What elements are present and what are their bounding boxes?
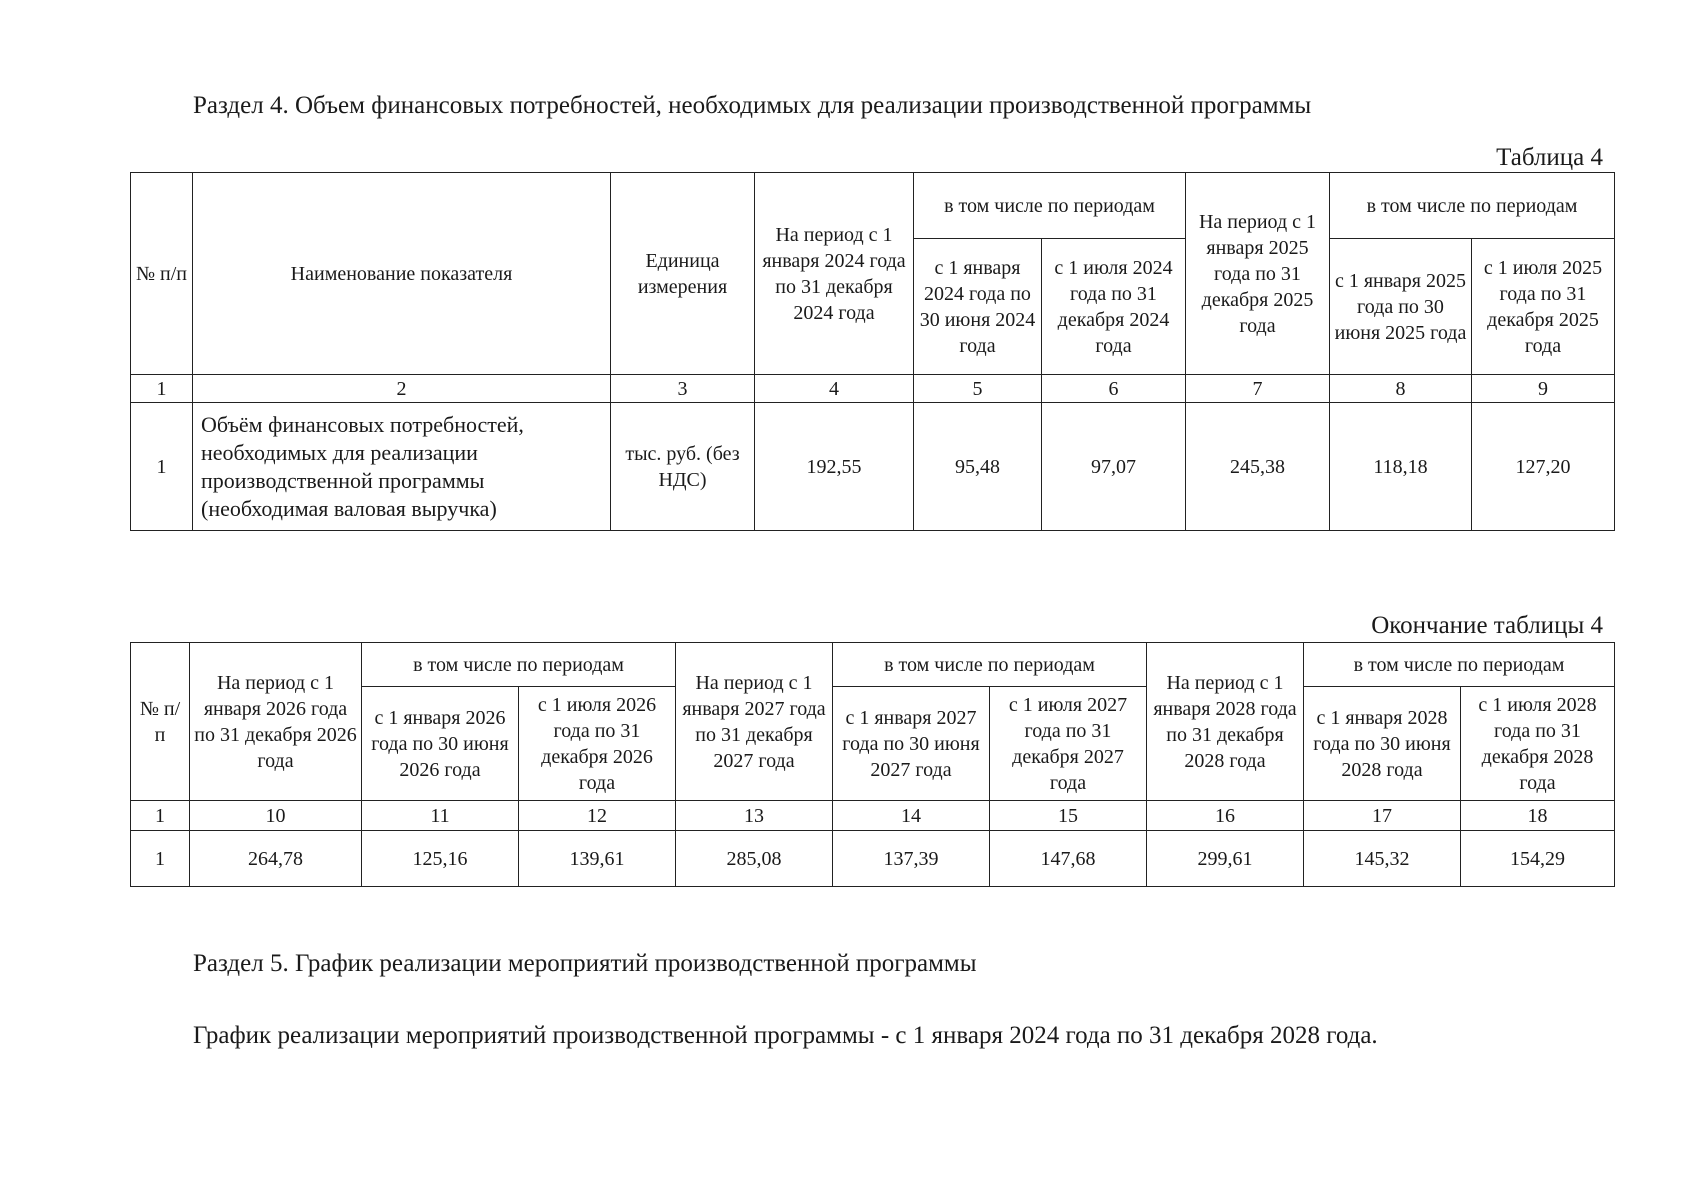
row-num: 1 [131,831,190,887]
col-header-2024-h2: с 1 июля 2024 года по 31 декабря 2024 года [1042,239,1186,375]
col-header-2026-h1: с 1 января 2026 года по 30 июня 2026 года [362,687,519,801]
col-header-group-2028: в том числе по периодам [1304,643,1615,687]
col-header-period-2025: На период с 1 января 2025 года по 31 декабря 2025 года [1186,173,1330,375]
value-cell: 125,16 [362,831,519,887]
col-number: 15 [990,801,1147,831]
col-header-2028-h1: с 1 января 2028 года по 30 июня 2028 года [1304,687,1461,801]
value-cell: 245,38 [1186,403,1330,531]
col-number: 17 [1304,801,1461,831]
row-num: 1 [131,403,193,531]
col-header-group-2024: в том числе по периодам [914,173,1186,239]
value-cell: 95,48 [914,403,1042,531]
section-4-heading: Раздел 4. Объем финансовых потребностей, необходимых для реализации производственной программы [193,92,1312,119]
value-cell: 264,78 [190,831,362,887]
col-number: 13 [676,801,833,831]
col-header-group-2025: в том числе по периодам [1330,173,1615,239]
col-header-num: № п/п [131,643,190,801]
col-header-2028-h2: с 1 июля 2028 года по 31 декабря 2028 года [1461,687,1615,801]
col-header-2026-h2: с 1 июля 2026 года по 31 декабря 2026 года [519,687,676,801]
col-number: 5 [914,375,1042,403]
value-cell: 154,29 [1461,831,1615,887]
col-header-period-2024: На период с 1 января 2024 года по 31 декабря 2024 года [755,173,914,375]
value-cell: 139,61 [519,831,676,887]
financial-needs-table-continued [130,642,1615,887]
col-number: 16 [1147,801,1304,831]
col-header-unit: Единица измерения [611,173,755,375]
table-4-end-caption: Окончание таблицы 4 [1371,612,1603,639]
value-cell: 299,61 [1147,831,1304,887]
row-unit: тыс. руб. (без НДС) [611,403,755,531]
section-5-text: График реализации мероприятий производственной программы - с 1 января 2024 года по 31 декабря 2028 года. [193,1022,1378,1049]
col-number: 14 [833,801,990,831]
value-cell: 285,08 [676,831,833,887]
col-header-period-2026: На период с 1 января 2026 года по 31 декабря 2026 года [190,643,362,801]
col-number: 1 [131,801,190,831]
value-cell: 97,07 [1042,403,1186,531]
col-number: 12 [519,801,676,831]
col-number: 2 [193,375,611,403]
col-number: 18 [1461,801,1615,831]
col-number: 3 [611,375,755,403]
value-cell: 192,55 [755,403,914,531]
value-cell: 145,32 [1304,831,1461,887]
col-number: 8 [1330,375,1472,403]
col-header-2025-h1: с 1 января 2025 года по 30 июня 2025 года [1330,239,1472,375]
col-number: 7 [1186,375,1330,403]
col-header-num: № п/п [131,173,193,375]
table-row [131,831,1615,887]
col-header-group-2027: в том числе по периодам [833,643,1147,687]
col-header-2025-h2: с 1 июля 2025 года по 31 декабря 2025 года [1472,239,1615,375]
table-row [131,403,1615,531]
col-header-2027-h2: с 1 июля 2027 года по 31 декабря 2027 года [990,687,1147,801]
col-number: 11 [362,801,519,831]
col-header-period-2028: На период с 1 января 2028 года по 31 декабря 2028 года [1147,643,1304,801]
col-number: 9 [1472,375,1615,403]
col-number: 6 [1042,375,1186,403]
col-number: 10 [190,801,362,831]
section-5-heading: Раздел 5. График реализации мероприятий производственной программы [193,950,977,977]
col-header-2024-h1: с 1 января 2024 года по 30 июня 2024 года [914,239,1042,375]
col-header-period-2027: На период с 1 января 2027 года по 31 декабря 2027 года [676,643,833,801]
value-cell: 147,68 [990,831,1147,887]
value-cell: 118,18 [1330,403,1472,531]
col-header-2027-h1: с 1 января 2027 года по 30 июня 2027 года [833,687,990,801]
row-name: Объём финансовых потребностей, необходимых для реализации производственной программы (необходимая валовая выручка) [193,403,611,531]
value-cell: 127,20 [1472,403,1615,531]
col-number: 1 [131,375,193,403]
table-4-caption: Таблица 4 [1496,144,1603,171]
col-number: 4 [755,375,914,403]
financial-needs-table [130,172,1615,531]
col-header-group-2026: в том числе по периодам [362,643,676,687]
col-header-name: Наименование показателя [193,173,611,375]
value-cell: 137,39 [833,831,990,887]
